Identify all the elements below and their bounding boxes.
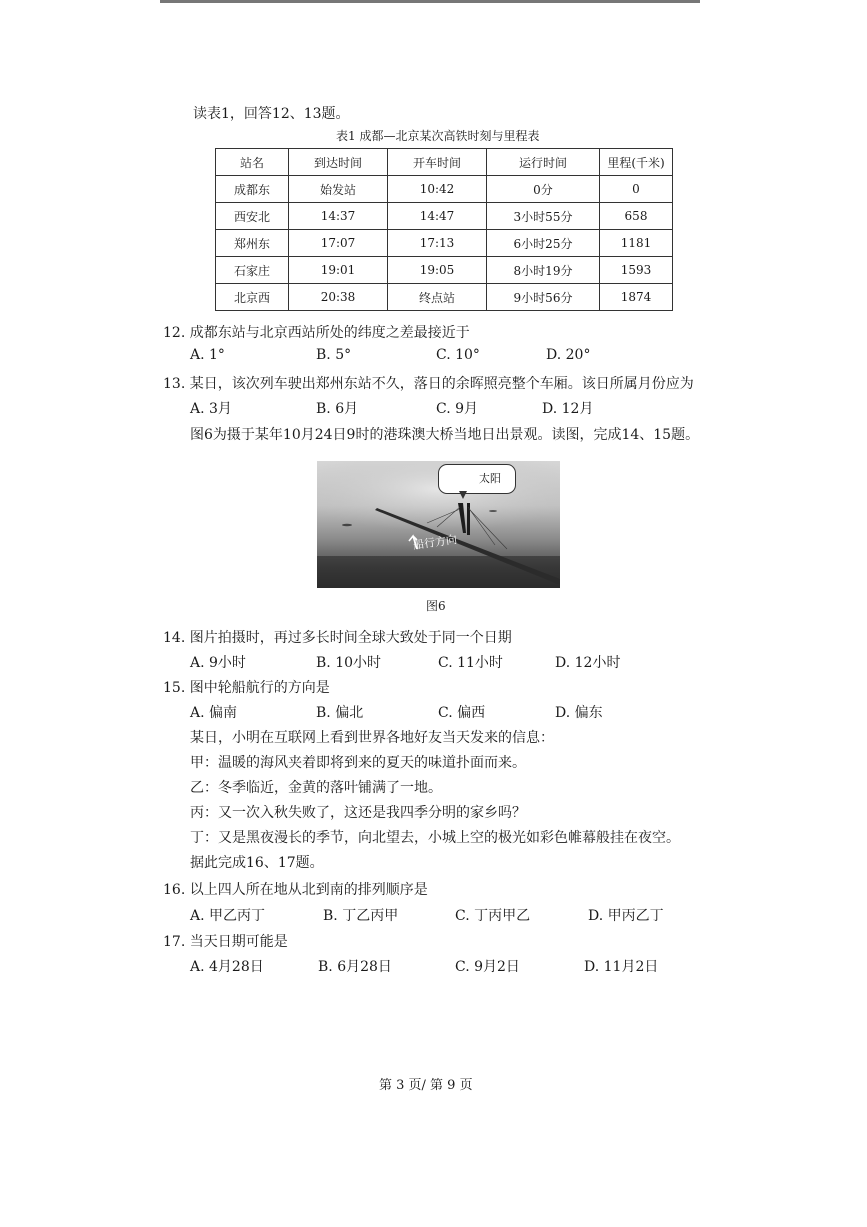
- intro-q14-15: 图6为摄于某年10月24日9时的港珠澳大桥当地日出景观。读图，完成14、15题。: [190, 427, 700, 443]
- table-cell: 17:13: [388, 230, 487, 257]
- question-12-option-c: C. 10°: [436, 347, 480, 363]
- table-cell: 成都东: [216, 176, 289, 203]
- sun-callout: [438, 464, 516, 494]
- question-14-option-d: D. 12小时: [555, 655, 621, 671]
- scan-edge-line: [160, 0, 700, 3]
- question-14-option-c: C. 11小时: [438, 655, 503, 671]
- question-16-stem: 16. 以上四人所在地从北到南的排列顺序是: [163, 882, 428, 898]
- question-16-option-d: D. 甲丙乙丁: [588, 908, 664, 924]
- ship-direction-label: 船行方向: [412, 532, 458, 552]
- question-13-stem: 13. 某日，该次列车驶出郑州东站不久，落日的余晖照亮整个车厢。该日所属月份应为: [163, 376, 694, 392]
- question-13-option-a: A. 3月: [190, 401, 232, 417]
- table-caption: 表1 成都—北京某次高铁时刻与里程表: [336, 129, 540, 143]
- question-17-option-a: A. 4月28日: [190, 959, 264, 975]
- table-cell: 西安北: [216, 203, 289, 230]
- question-12-stem: 12. 成都东站与北京西站所处的纬度之差最接近于: [163, 325, 470, 341]
- question-14-option-a: A. 9小时: [190, 655, 246, 671]
- table-cell: 10:42: [388, 176, 487, 203]
- question-16-option-b: B. 丁乙丙甲: [323, 908, 399, 924]
- table-cell: 17:07: [289, 230, 388, 257]
- table-cell: 20:38: [289, 284, 388, 311]
- question-12-option-d: D. 20°: [546, 347, 591, 363]
- table-header-cell: 运行时间: [487, 149, 600, 176]
- passage-ding: 丁：又是黑夜漫长的季节，向北望去，小城上空的极光如彩色帷幕般挂在夜空。: [190, 830, 680, 846]
- table-cell: 1593: [600, 257, 673, 284]
- question-13-option-c: C. 9月: [436, 401, 479, 417]
- question-13-option-b: B. 6月: [316, 401, 359, 417]
- table-row: [216, 284, 673, 311]
- question-16-option-a: A. 甲乙丙丁: [190, 908, 266, 924]
- sun-callout-pointer: [459, 491, 467, 499]
- table-cell: 8小时19分: [487, 257, 600, 284]
- question-17-option-c: C. 9月2日: [455, 959, 520, 975]
- table-cell: 1874: [600, 284, 673, 311]
- figure-caption: 图6: [426, 599, 446, 613]
- sun-label: 太阳: [479, 472, 501, 485]
- question-14-option-b: B. 10小时: [316, 655, 382, 671]
- table-cell: 6小时25分: [487, 230, 600, 257]
- table-header-cell: 开车时间: [388, 149, 487, 176]
- question-12-option-a: A. 1°: [190, 347, 225, 363]
- table-header-row: [216, 149, 673, 176]
- table-row: [216, 230, 673, 257]
- table-cell: 石家庄: [216, 257, 289, 284]
- page-number: 第 3 页/ 第 9 页: [379, 1078, 473, 1093]
- passage-jia: 甲：温暖的海风夹着即将到来的夏天的味道扑面而来。: [190, 755, 526, 771]
- table-cell: 14:47: [388, 203, 487, 230]
- question-15-option-d: D. 偏东: [555, 705, 603, 721]
- table-cell: 3小时55分: [487, 203, 600, 230]
- table-cell: 始发站: [289, 176, 388, 203]
- table-row: [216, 257, 673, 284]
- intro-q12-13: 读表1，回答12、13题。: [193, 106, 350, 122]
- question-12-option-b: B. 5°: [316, 347, 352, 363]
- table-cell: 终点站: [388, 284, 487, 311]
- table-cell: 14:37: [289, 203, 388, 230]
- question-15-stem: 15. 图中轮船航行的方向是: [163, 680, 330, 696]
- question-16-option-c: C. 丁丙甲乙: [455, 908, 531, 924]
- table-header-cell: 到达时间: [289, 149, 388, 176]
- table-header-cell: 里程(千米): [600, 149, 673, 176]
- table-cell: 0分: [487, 176, 600, 203]
- timetable: [215, 148, 673, 311]
- table-cell: 北京西: [216, 284, 289, 311]
- table-cell: 19:01: [289, 257, 388, 284]
- question-14-stem: 14. 图片拍摄时，再过多长时间全球大致处于同一个日期: [163, 630, 512, 646]
- question-17-option-d: D. 11月2日: [584, 959, 659, 975]
- table-row: [216, 203, 673, 230]
- table-cell: 1181: [600, 230, 673, 257]
- table-cell: 9小时56分: [487, 284, 600, 311]
- table-row: [216, 176, 673, 203]
- table-cell: 658: [600, 203, 673, 230]
- passage-closing: 据此完成16、17题。: [190, 855, 324, 871]
- passage-bing: 丙：又一次入秋失败了，这还是我四季分明的家乡吗？: [190, 805, 526, 821]
- table-cell: 郑州东: [216, 230, 289, 257]
- table-header-cell: 站名: [216, 149, 289, 176]
- question-13-option-d: D. 12月: [542, 401, 594, 417]
- passage-intro: 某日，小明在互联网上看到世界各地好友当天发来的信息：: [190, 730, 554, 746]
- passage-yi: 乙：冬季临近，金黄的落叶铺满了一地。: [190, 780, 442, 796]
- table-cell: 19:05: [388, 257, 487, 284]
- question-17-stem: 17. 当天日期可能是: [163, 934, 288, 950]
- bridge-sunrise-photo: [317, 461, 560, 588]
- question-17-option-b: B. 6月28日: [318, 959, 392, 975]
- question-15-option-c: C. 偏西: [438, 705, 486, 721]
- question-15-option-a: A. 偏南: [190, 705, 238, 721]
- question-15-option-b: B. 偏北: [316, 705, 364, 721]
- table-cell: 0: [600, 176, 673, 203]
